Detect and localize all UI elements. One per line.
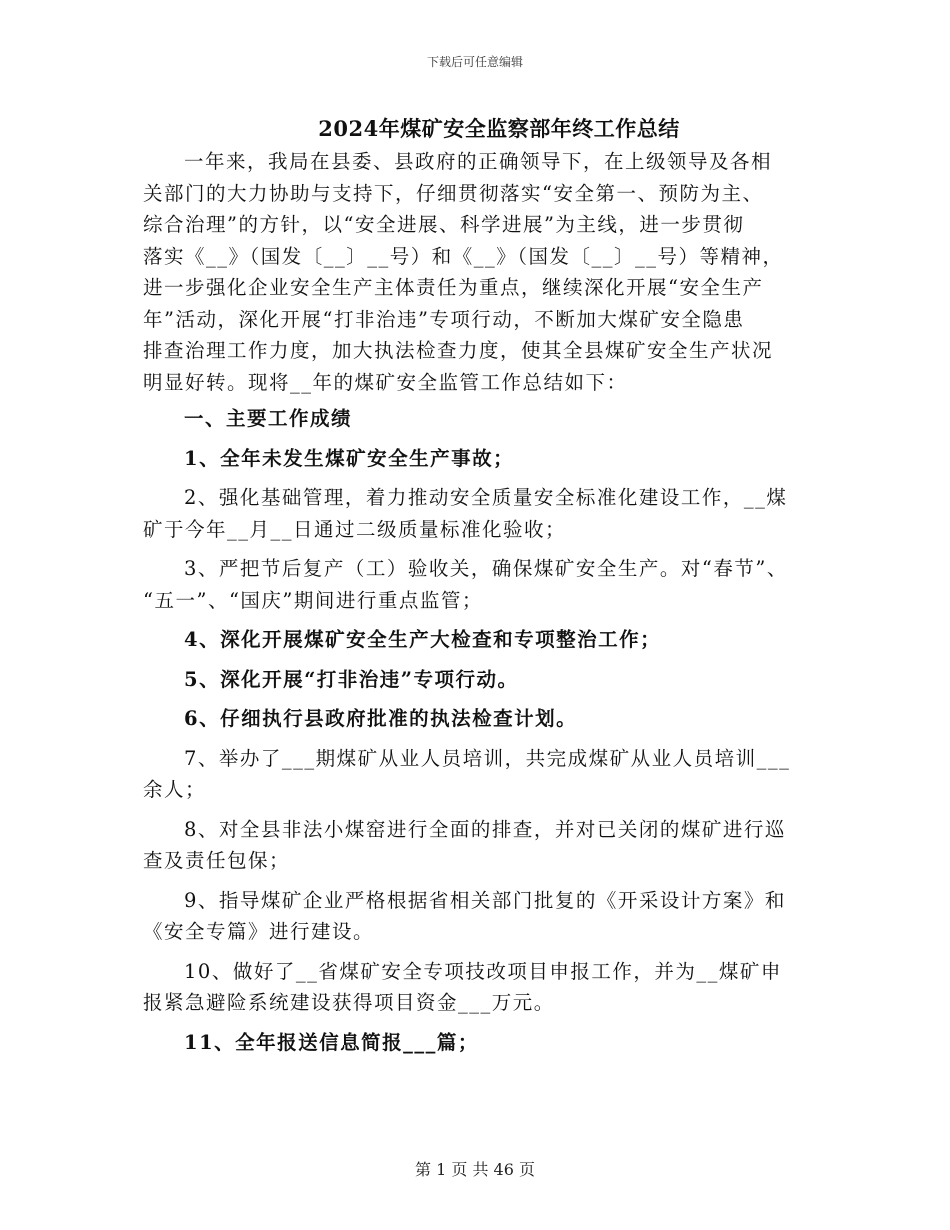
page-number: 第 1 页 共 46 页 — [415, 1160, 535, 1179]
item-line: 9、指导煤矿企业严格根据省相关部门批复的《开采设计方案》和 — [184, 888, 786, 912]
document-title: 2024年煤矿安全监察部年终工作总结 — [318, 116, 680, 141]
list-item — [143, 1027, 823, 1059]
list-item — [143, 885, 823, 948]
list-item — [143, 743, 823, 806]
list-item — [143, 956, 823, 1019]
item-line: 10、做好了__省煤矿安全专项技改项目申报工作，并为__煤矿申 — [184, 959, 782, 983]
item-line: 8、对全县非法小煤窑进行全面的排查，并对已关闭的煤矿进行巡 — [184, 817, 786, 841]
intro-line: 落实《__》（国发〔__〕__号）和《__》（国发〔__〕__号）等精神， — [143, 244, 784, 268]
intro-paragraph — [143, 146, 823, 398]
item-line: 矿于今年__月__日通过二级质量标准化验收； — [143, 517, 567, 541]
item-line: “五一”、“国庆”期间进行重点监管； — [143, 588, 483, 612]
item-line: 2、强化基础管理，着力推动安全质量安全标准化建设工作，__煤 — [184, 486, 788, 509]
item-line: 5、深化开展“打非治违”专项行动。 — [184, 667, 519, 691]
intro-line: 一年来，我局在县委、县政府的正确领导下，在上级领导及各相 — [184, 150, 773, 173]
intro-line: 明显好转。现将__年的煤矿安全监管工作总结如下： — [143, 370, 628, 394]
intro-line: 关部门的大力协助与支持下，仔细贯彻落实“安全第一、预防为主、 — [143, 181, 764, 205]
document-body — [143, 146, 823, 1058]
list-item — [143, 814, 823, 877]
list-item — [143, 482, 823, 545]
item-line: 查及责任包保； — [143, 849, 291, 872]
item-line: 1、全年未发生煤矿安全生产事故； — [184, 446, 515, 470]
intro-line: 综合治理”的方针，以“安全进展、科学进展”为主线，进一步贯彻 — [143, 213, 745, 236]
intro-line: 进一步强化企业安全生产主体责任为重点，继续深化开展“安全生产 — [143, 276, 764, 299]
item-line: 《安全专篇》进行建设。 — [143, 920, 375, 943]
header-note: 下载后可任意编辑 — [426, 55, 523, 69]
list-item — [143, 664, 823, 696]
section-heading: 一、主要工作成绩 — [184, 407, 353, 430]
list-item — [143, 443, 823, 475]
item-line: 3、严把节后复产（工）验收关，确保煤矿安全生产。对“春节”、 — [184, 557, 788, 580]
item-line: 7、举办了___期煤矿从业人员培训，共完成煤矿从业人员培训___ — [184, 746, 791, 770]
item-line: 6、仔细执行县政府批准的执法检查计划。 — [184, 707, 578, 730]
intro-line: 排查治理工作力度，加大执法检查力度，使其全县煤矿安全生产状况 — [143, 339, 774, 362]
list-item — [143, 624, 823, 656]
item-line: 报紧急避险系统建设获得项目资金___万元。 — [143, 991, 555, 1014]
item-line: 余人； — [143, 778, 207, 801]
item-line: 4、深化开展煤矿安全生产大检查和专项整治工作； — [184, 628, 662, 651]
list-item — [143, 703, 823, 735]
list-item — [143, 553, 823, 616]
item-line: 11、全年报送信息简报___篇； — [184, 1030, 479, 1054]
intro-line: 年”活动，深化开展“打非治违”专项行动，不断加大煤矿安全隐患 — [143, 307, 745, 331]
